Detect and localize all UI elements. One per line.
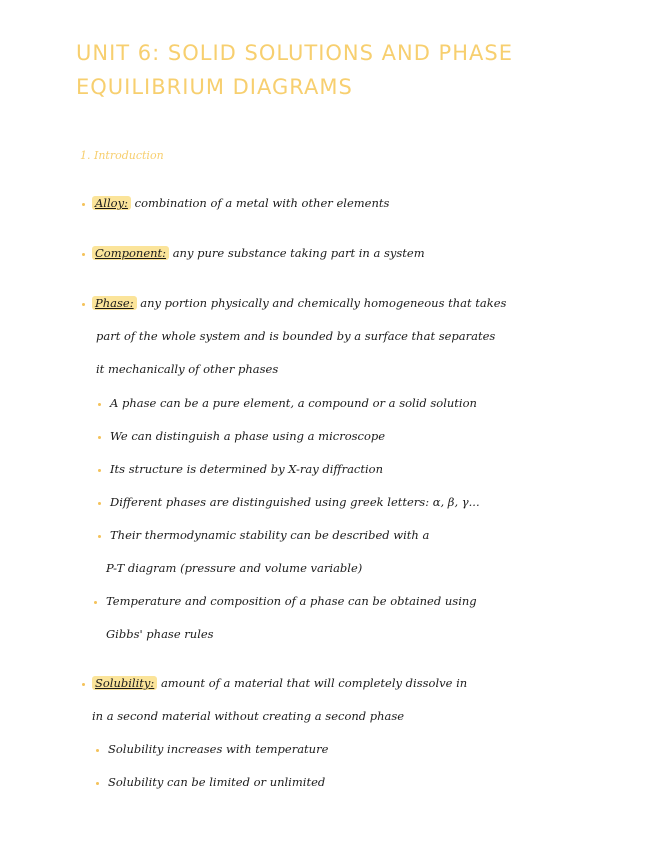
sub-bullet-icon: [96, 782, 99, 785]
sub-bullet-icon: [98, 436, 101, 439]
sub-bullet-icon: [98, 403, 101, 406]
solubility-text-2: in a second material without creating a second phase: [92, 709, 405, 723]
sub-bullet-icon: [94, 601, 97, 604]
component-definition: [92, 246, 425, 260]
alloy-definition: [92, 196, 389, 210]
phase-definition: [92, 296, 506, 310]
phase-sub-item: We can distinguish a phase using a microscope: [110, 429, 386, 443]
page-title: [76, 36, 616, 104]
title-line-2: EQUILIBRIUM DIAGRAMS: [76, 75, 353, 99]
alloy-text: combination of a metal with other elements: [134, 196, 390, 210]
sub-bullet-icon: [96, 749, 99, 752]
alloy-term: Alloy:: [92, 196, 131, 210]
phase-sub-item: Temperature and composition of a phase can be obtained using: [106, 594, 477, 608]
sub-bullet-icon: [98, 535, 101, 538]
bullet-icon: [82, 303, 85, 306]
phase-sub-item-continued: Gibbs' phase rules: [106, 627, 214, 641]
solubility-sub-item: Solubility can be limited or unlimited: [108, 775, 326, 789]
bullet-icon: [82, 683, 85, 686]
phase-sub-item: Their thermodynamic stability can be described with a: [110, 528, 430, 542]
component-term: Component:: [92, 246, 169, 260]
phase-text-1: any portion physically and chemically homogeneous that takes: [140, 296, 507, 310]
solubility-definition: [92, 676, 467, 690]
solubility-text-1: amount of a material that will completely dissolve in: [160, 676, 468, 690]
bullet-icon: [82, 203, 85, 206]
phase-text-3: it mechanically of other phases: [96, 362, 279, 376]
phase-sub-item: A phase can be a pure element, a compound or a solid solution: [110, 396, 477, 410]
solubility-term: Solubility:: [92, 676, 157, 690]
phase-sub-item: Its structure is determined by X-ray diffraction: [110, 462, 384, 476]
phase-text-2: part of the whole system and is bounded by a surface that separates: [96, 329, 496, 343]
section-heading: 1. Introduction: [80, 149, 164, 162]
title-line-1: UNIT 6: SOLID SOLUTIONS AND PHASE: [76, 41, 513, 65]
phase-sub-item-continued: P-T diagram (pressure and volume variable): [106, 561, 363, 575]
phase-term: Phase:: [92, 296, 137, 310]
sub-bullet-icon: [98, 469, 101, 472]
bullet-icon: [82, 253, 85, 256]
solubility-sub-item: Solubility increases with temperature: [108, 742, 329, 756]
sub-bullet-icon: [98, 502, 101, 505]
phase-sub-item: Different phases are distinguished using greek letters: α, β, γ...: [110, 495, 480, 509]
component-text: any pure substance taking part in a system: [172, 246, 425, 260]
